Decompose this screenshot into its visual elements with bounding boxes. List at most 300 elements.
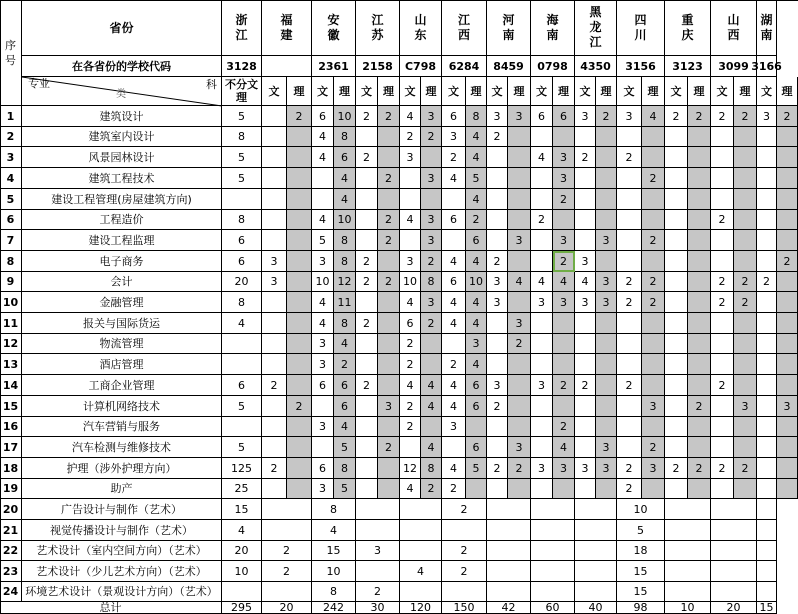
table-cell[interactable] xyxy=(596,168,617,189)
table-cell[interactable]: 2 xyxy=(777,106,798,127)
table-cell[interactable] xyxy=(553,210,575,230)
table-cell[interactable]: 2 xyxy=(617,458,642,479)
table-cell[interactable] xyxy=(442,334,466,354)
table-cell[interactable] xyxy=(487,334,508,354)
table-cell[interactable]: 3 xyxy=(642,396,665,417)
merged-cell[interactable] xyxy=(262,499,312,520)
table-cell[interactable] xyxy=(378,417,400,437)
table-cell[interactable] xyxy=(596,334,617,354)
total-value[interactable]: 295 xyxy=(222,602,262,614)
table-cell[interactable]: 4 xyxy=(575,272,596,292)
table-cell[interactable]: 3 xyxy=(553,458,575,479)
table-cell[interactable] xyxy=(222,189,262,210)
table-cell[interactable] xyxy=(777,147,798,168)
table-cell[interactable] xyxy=(287,230,312,251)
table-cell[interactable] xyxy=(688,127,711,147)
table-cell[interactable]: 3 xyxy=(734,396,757,417)
table-cell[interactable] xyxy=(356,354,378,375)
merged-cell[interactable] xyxy=(575,541,617,561)
table-cell[interactable] xyxy=(262,106,287,127)
table-cell[interactable] xyxy=(777,375,798,396)
table-cell[interactable] xyxy=(688,251,711,272)
table-cell[interactable]: 8 xyxy=(334,251,356,272)
table-cell[interactable] xyxy=(508,210,531,230)
table-cell[interactable] xyxy=(287,127,312,147)
table-cell[interactable]: 2 xyxy=(421,479,442,499)
table-cell[interactable] xyxy=(553,354,575,375)
merged-cell[interactable] xyxy=(222,582,262,602)
table-cell[interactable]: 4 xyxy=(334,417,356,437)
table-cell[interactable]: 4 xyxy=(421,437,442,458)
table-cell[interactable] xyxy=(688,479,711,499)
table-cell[interactable] xyxy=(757,230,777,251)
table-cell[interactable] xyxy=(421,189,442,210)
table-cell[interactable] xyxy=(356,396,378,417)
table-cell[interactable] xyxy=(665,313,688,334)
table-cell[interactable] xyxy=(575,189,596,210)
merged-cell[interactable] xyxy=(711,541,757,561)
table-cell[interactable]: 6 xyxy=(222,251,262,272)
table-cell[interactable] xyxy=(665,375,688,396)
table-cell[interactable] xyxy=(487,210,508,230)
table-cell[interactable]: 4 xyxy=(553,272,575,292)
table-cell[interactable] xyxy=(596,189,617,210)
merged-cell[interactable] xyxy=(665,582,711,602)
table-cell[interactable] xyxy=(777,189,798,210)
table-cell[interactable] xyxy=(575,210,596,230)
table-cell[interactable]: 2 xyxy=(642,437,665,458)
table-cell[interactable]: 5 xyxy=(334,479,356,499)
table-cell[interactable]: 2 xyxy=(262,458,287,479)
table-cell[interactable]: 2 xyxy=(757,272,777,292)
table-cell[interactable]: 3 xyxy=(421,168,442,189)
table-cell[interactable] xyxy=(442,437,466,458)
table-cell[interactable]: 20 xyxy=(222,272,262,292)
table-cell[interactable]: 3 xyxy=(617,106,642,127)
table-cell[interactable] xyxy=(688,375,711,396)
table-cell[interactable] xyxy=(734,189,757,210)
table-cell[interactable] xyxy=(531,437,553,458)
total-value[interactable]: 15 xyxy=(757,602,777,614)
table-cell[interactable]: 4 xyxy=(466,354,487,375)
table-cell[interactable]: 2 xyxy=(734,272,757,292)
table-cell[interactable] xyxy=(287,354,312,375)
table-cell[interactable]: 2 xyxy=(356,313,378,334)
table-cell[interactable]: 4 xyxy=(466,147,487,168)
table-cell[interactable]: 2 xyxy=(442,147,466,168)
table-cell[interactable] xyxy=(262,230,287,251)
table-cell[interactable]: 12 xyxy=(400,458,421,479)
table-cell[interactable] xyxy=(596,251,617,272)
merged-cell[interactable]: 2 xyxy=(442,541,487,561)
merged-cell[interactable] xyxy=(487,561,531,582)
table-cell[interactable] xyxy=(596,354,617,375)
table-cell[interactable] xyxy=(734,375,757,396)
table-cell[interactable]: 3 xyxy=(531,375,553,396)
table-cell[interactable] xyxy=(356,417,378,437)
table-cell[interactable] xyxy=(757,375,777,396)
table-cell[interactable] xyxy=(665,147,688,168)
table-cell[interactable] xyxy=(262,147,287,168)
table-cell[interactable] xyxy=(378,334,400,354)
table-cell[interactable]: 3 xyxy=(575,458,596,479)
table-cell[interactable] xyxy=(508,147,531,168)
table-cell[interactable]: 2 xyxy=(596,106,617,127)
table-cell[interactable]: 4 xyxy=(442,251,466,272)
table-cell[interactable] xyxy=(356,189,378,210)
table-cell[interactable]: 5 xyxy=(466,168,487,189)
table-cell[interactable]: 2 xyxy=(688,458,711,479)
table-cell[interactable] xyxy=(617,417,642,437)
table-cell[interactable]: 5 xyxy=(466,458,487,479)
merged-cell[interactable] xyxy=(400,541,442,561)
table-cell[interactable] xyxy=(734,127,757,147)
table-cell[interactable]: 5 xyxy=(334,437,356,458)
table-cell[interactable] xyxy=(642,417,665,437)
table-cell[interactable]: 10 xyxy=(312,272,334,292)
table-cell[interactable] xyxy=(777,417,798,437)
table-cell[interactable] xyxy=(487,354,508,375)
table-cell[interactable] xyxy=(596,479,617,499)
merged-cell[interactable]: 20 xyxy=(222,541,262,561)
table-cell[interactable] xyxy=(421,147,442,168)
table-cell[interactable]: 10 xyxy=(334,106,356,127)
table-cell[interactable] xyxy=(688,147,711,168)
table-cell[interactable] xyxy=(617,210,642,230)
table-cell[interactable]: 10 xyxy=(334,210,356,230)
table-cell[interactable]: 2 xyxy=(711,458,734,479)
table-cell[interactable]: 3 xyxy=(312,417,334,437)
table-cell[interactable] xyxy=(487,230,508,251)
merged-cell[interactable]: 10 xyxy=(312,561,356,582)
table-cell[interactable]: 4 xyxy=(421,375,442,396)
table-cell[interactable] xyxy=(688,417,711,437)
table-cell[interactable] xyxy=(757,168,777,189)
table-cell[interactable]: 6 xyxy=(312,375,334,396)
table-cell[interactable] xyxy=(642,210,665,230)
table-cell[interactable] xyxy=(617,230,642,251)
table-cell[interactable]: 2 xyxy=(642,168,665,189)
merged-cell[interactable] xyxy=(531,520,575,541)
table-cell[interactable] xyxy=(757,458,777,479)
table-cell[interactable]: 2 xyxy=(734,458,757,479)
table-cell[interactable]: 3 xyxy=(531,292,553,313)
table-cell[interactable] xyxy=(287,210,312,230)
table-cell[interactable] xyxy=(688,272,711,292)
table-cell[interactable] xyxy=(757,313,777,334)
table-cell[interactable]: 2 xyxy=(378,210,400,230)
table-cell[interactable]: 4 xyxy=(400,106,421,127)
table-cell[interactable]: 3 xyxy=(553,147,575,168)
table-cell[interactable]: 2 xyxy=(400,354,421,375)
table-cell[interactable] xyxy=(262,189,287,210)
merged-cell[interactable]: 15 xyxy=(617,582,665,602)
table-cell[interactable] xyxy=(665,189,688,210)
table-cell[interactable] xyxy=(356,479,378,499)
total-value[interactable]: 98 xyxy=(617,602,665,614)
table-cell[interactable]: 4 xyxy=(531,147,553,168)
table-cell[interactable]: 3 xyxy=(400,251,421,272)
merged-cell[interactable] xyxy=(487,582,531,602)
table-cell[interactable] xyxy=(617,313,642,334)
table-cell[interactable] xyxy=(553,479,575,499)
table-cell[interactable] xyxy=(777,479,798,499)
table-cell[interactable] xyxy=(531,189,553,210)
table-cell[interactable] xyxy=(508,396,531,417)
table-cell[interactable] xyxy=(711,147,734,168)
table-cell[interactable] xyxy=(487,147,508,168)
table-cell[interactable]: 6 xyxy=(222,230,262,251)
table-cell[interactable] xyxy=(575,479,596,499)
table-cell[interactable]: 2 xyxy=(356,251,378,272)
table-cell[interactable]: 4 xyxy=(312,313,334,334)
table-cell[interactable]: 3 xyxy=(378,396,400,417)
table-cell[interactable]: 3 xyxy=(508,230,531,251)
table-cell[interactable] xyxy=(757,210,777,230)
table-cell[interactable] xyxy=(757,127,777,147)
merged-cell[interactable] xyxy=(531,499,575,520)
table-cell[interactable]: 2 xyxy=(487,396,508,417)
table-cell[interactable] xyxy=(508,127,531,147)
table-cell[interactable] xyxy=(487,479,508,499)
table-cell[interactable] xyxy=(356,230,378,251)
merged-cell[interactable]: 2 xyxy=(262,561,312,582)
total-value[interactable]: 20 xyxy=(262,602,312,614)
table-cell[interactable]: 5 xyxy=(222,168,262,189)
table-cell[interactable] xyxy=(487,313,508,334)
table-cell[interactable]: 4 xyxy=(400,375,421,396)
table-cell[interactable]: 3 xyxy=(421,210,442,230)
table-cell[interactable] xyxy=(421,334,442,354)
table-cell[interactable]: 2 xyxy=(487,127,508,147)
merged-cell[interactable]: 15 xyxy=(312,541,356,561)
table-cell[interactable] xyxy=(531,354,553,375)
table-cell[interactable]: 2 xyxy=(356,106,378,127)
table-cell[interactable]: 8 xyxy=(334,458,356,479)
table-cell[interactable] xyxy=(711,127,734,147)
table-cell[interactable]: 2 xyxy=(617,147,642,168)
table-cell[interactable] xyxy=(508,417,531,437)
table-cell[interactable] xyxy=(531,313,553,334)
merged-cell[interactable]: 4 xyxy=(312,520,356,541)
merged-cell[interactable]: 10 xyxy=(617,499,665,520)
table-cell[interactable]: 3 xyxy=(642,458,665,479)
table-cell[interactable]: 2 xyxy=(378,230,400,251)
merged-cell[interactable] xyxy=(757,541,777,561)
table-cell[interactable] xyxy=(642,354,665,375)
table-cell[interactable]: 3 xyxy=(531,458,553,479)
table-cell[interactable] xyxy=(287,437,312,458)
table-cell[interactable]: 3 xyxy=(487,292,508,313)
table-cell[interactable] xyxy=(642,127,665,147)
table-cell[interactable]: 2 xyxy=(553,417,575,437)
table-cell[interactable]: 2 xyxy=(287,106,312,127)
table-cell[interactable] xyxy=(617,127,642,147)
table-cell[interactable]: 3 xyxy=(553,230,575,251)
table-cell[interactable] xyxy=(734,168,757,189)
table-cell[interactable] xyxy=(442,230,466,251)
table-cell[interactable] xyxy=(777,313,798,334)
merged-cell[interactable]: 15 xyxy=(222,499,262,520)
merged-cell[interactable]: 4 xyxy=(222,520,262,541)
table-cell[interactable] xyxy=(642,479,665,499)
table-cell[interactable] xyxy=(575,437,596,458)
merged-cell[interactable]: 2 xyxy=(262,541,312,561)
table-cell[interactable] xyxy=(711,230,734,251)
table-cell[interactable]: 3 xyxy=(596,230,617,251)
table-cell[interactable]: 3 xyxy=(262,272,287,292)
table-cell[interactable] xyxy=(378,189,400,210)
table-cell[interactable] xyxy=(262,417,287,437)
table-cell[interactable] xyxy=(711,437,734,458)
table-cell[interactable]: 2 xyxy=(711,292,734,313)
table-cell[interactable] xyxy=(487,168,508,189)
table-cell[interactable]: 3 xyxy=(575,292,596,313)
table-cell[interactable] xyxy=(356,210,378,230)
table-cell[interactable] xyxy=(688,437,711,458)
table-cell[interactable] xyxy=(356,127,378,147)
table-cell[interactable]: 10 xyxy=(466,272,487,292)
table-cell[interactable]: 8 xyxy=(334,313,356,334)
table-cell[interactable]: 6 xyxy=(466,396,487,417)
table-cell[interactable] xyxy=(378,313,400,334)
table-cell[interactable] xyxy=(642,313,665,334)
table-cell[interactable] xyxy=(531,334,553,354)
table-cell[interactable] xyxy=(575,417,596,437)
table-cell[interactable] xyxy=(312,168,334,189)
total-value[interactable]: 120 xyxy=(400,602,442,614)
table-cell[interactable] xyxy=(531,251,553,272)
table-cell[interactable]: 3 xyxy=(312,251,334,272)
table-cell[interactable]: 11 xyxy=(334,292,356,313)
table-cell[interactable] xyxy=(262,437,287,458)
table-cell[interactable]: 8 xyxy=(421,272,442,292)
merged-cell[interactable] xyxy=(531,561,575,582)
table-cell[interactable] xyxy=(487,417,508,437)
table-cell[interactable] xyxy=(442,189,466,210)
table-cell[interactable] xyxy=(312,396,334,417)
table-cell[interactable] xyxy=(287,272,312,292)
table-cell[interactable]: 6 xyxy=(466,375,487,396)
table-cell[interactable] xyxy=(575,313,596,334)
table-cell[interactable] xyxy=(665,437,688,458)
table-cell[interactable] xyxy=(711,251,734,272)
table-cell[interactable]: 3 xyxy=(757,106,777,127)
table-cell[interactable] xyxy=(777,292,798,313)
merged-cell[interactable] xyxy=(531,541,575,561)
table-cell[interactable] xyxy=(777,458,798,479)
table-cell[interactable] xyxy=(531,168,553,189)
table-cell[interactable] xyxy=(665,230,688,251)
table-cell[interactable]: 4 xyxy=(442,396,466,417)
table-cell[interactable] xyxy=(777,127,798,147)
table-cell[interactable]: 3 xyxy=(312,334,334,354)
table-cell[interactable] xyxy=(734,437,757,458)
table-cell[interactable]: 4 xyxy=(466,189,487,210)
table-cell[interactable] xyxy=(665,210,688,230)
table-cell[interactable] xyxy=(596,127,617,147)
table-cell[interactable]: 6 xyxy=(442,210,466,230)
merged-cell[interactable] xyxy=(757,582,777,602)
table-cell[interactable]: 8 xyxy=(466,106,487,127)
table-cell[interactable] xyxy=(777,230,798,251)
table-cell[interactable] xyxy=(262,168,287,189)
table-cell[interactable]: 2 xyxy=(734,292,757,313)
table-cell[interactable]: 2 xyxy=(617,479,642,499)
merged-cell[interactable] xyxy=(487,499,531,520)
table-cell[interactable] xyxy=(777,272,798,292)
table-cell[interactable]: 4 xyxy=(442,168,466,189)
merged-cell[interactable] xyxy=(400,499,442,520)
table-cell[interactable]: 4 xyxy=(312,210,334,230)
table-cell[interactable] xyxy=(617,396,642,417)
table-cell[interactable] xyxy=(421,417,442,437)
table-cell[interactable]: 10 xyxy=(400,272,421,292)
table-cell[interactable]: 6 xyxy=(442,106,466,127)
table-cell[interactable] xyxy=(575,230,596,251)
table-cell[interactable]: 2 xyxy=(711,106,734,127)
table-cell[interactable]: 6 xyxy=(334,375,356,396)
table-cell[interactable]: 4 xyxy=(312,292,334,313)
table-cell[interactable] xyxy=(777,334,798,354)
table-cell[interactable] xyxy=(378,458,400,479)
merged-cell[interactable] xyxy=(442,520,487,541)
merged-cell[interactable] xyxy=(711,582,757,602)
table-cell[interactable]: 2 xyxy=(400,127,421,147)
table-cell[interactable] xyxy=(356,292,378,313)
table-cell[interactable] xyxy=(757,479,777,499)
table-cell[interactable] xyxy=(688,210,711,230)
table-cell[interactable] xyxy=(312,437,334,458)
table-cell[interactable] xyxy=(575,396,596,417)
table-cell[interactable]: 4 xyxy=(553,437,575,458)
table-cell[interactable]: 2 xyxy=(688,396,711,417)
merged-cell[interactable] xyxy=(400,582,442,602)
table-cell[interactable] xyxy=(757,292,777,313)
merged-cell[interactable] xyxy=(757,499,777,520)
table-cell[interactable]: 3 xyxy=(553,168,575,189)
table-cell[interactable] xyxy=(421,354,442,375)
table-cell[interactable]: 8 xyxy=(222,127,262,147)
table-cell[interactable]: 2 xyxy=(466,210,487,230)
table-cell[interactable] xyxy=(688,354,711,375)
table-cell[interactable]: 4 xyxy=(400,210,421,230)
table-cell[interactable] xyxy=(262,210,287,230)
table-cell[interactable]: 2 xyxy=(487,251,508,272)
table-cell[interactable]: 4 xyxy=(642,106,665,127)
table-cell[interactable]: 4 xyxy=(334,189,356,210)
merged-cell[interactable] xyxy=(757,561,777,582)
table-cell[interactable] xyxy=(596,396,617,417)
table-cell[interactable] xyxy=(688,230,711,251)
table-cell[interactable]: 3 xyxy=(421,106,442,127)
table-cell[interactable]: 3 xyxy=(487,272,508,292)
table-cell[interactable] xyxy=(757,437,777,458)
table-cell[interactable]: 2 xyxy=(665,106,688,127)
table-cell[interactable]: 3 xyxy=(508,313,531,334)
table-cell[interactable]: 2 xyxy=(688,106,711,127)
merged-cell[interactable] xyxy=(442,582,487,602)
table-cell[interactable] xyxy=(356,437,378,458)
table-cell[interactable]: 3 xyxy=(777,396,798,417)
table-cell[interactable] xyxy=(287,292,312,313)
merged-cell[interactable]: 15 xyxy=(617,561,665,582)
table-cell[interactable] xyxy=(287,334,312,354)
table-cell[interactable]: 3 xyxy=(466,334,487,354)
table-cell[interactable]: 2 xyxy=(400,396,421,417)
table-cell[interactable] xyxy=(553,313,575,334)
table-cell[interactable]: 2 xyxy=(617,292,642,313)
